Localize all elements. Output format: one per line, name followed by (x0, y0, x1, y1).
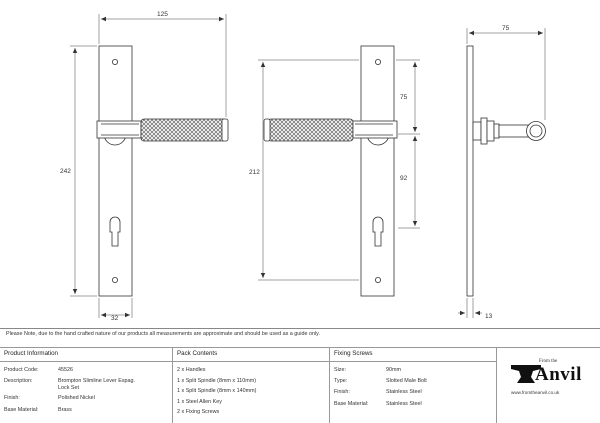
base-material-row: Base Material: Brass (4, 406, 72, 413)
dim-13: 13 (485, 313, 493, 320)
pack-item: 2 x Handles (177, 367, 206, 373)
screw-type-row: Type: Slotted Male Bolt (334, 378, 427, 385)
pack-contents-title: Pack Contents (177, 350, 218, 357)
dim-125: 125 (157, 11, 168, 18)
front-lever-neck (97, 121, 141, 138)
dim-75-vertical: 75 (400, 94, 408, 101)
screw-material-row: Base Material: Stainless Steel (334, 400, 422, 407)
pack-contents-section (172, 347, 330, 423)
finish-row: Finish: Polished Nickel (4, 395, 95, 402)
brand-logo (496, 347, 600, 423)
dim-32: 32 (111, 315, 119, 322)
side-view (467, 46, 546, 296)
fixing-screws-title: Fixing Screws (334, 350, 373, 357)
pack-item: 1 x Split Spindle (8mm x 140mm) (177, 388, 257, 395)
pack-item: 2 x Fixing Screws (177, 409, 220, 416)
side-backplate (467, 46, 473, 296)
logo-wordmark: Anvil (535, 364, 582, 385)
pack-item: 1 x Steel Allen Key (177, 398, 222, 405)
product-information-title: Product Information (4, 350, 58, 357)
description-row: Description: Brompton Slimline Lever Espag. Lock Set (4, 378, 136, 391)
side-lever-end (527, 122, 546, 141)
front-view (97, 46, 228, 296)
pack-item: 1 x Split Spindle (8mm x 110mm) (177, 377, 256, 384)
info-panel (0, 328, 600, 423)
rear-view (264, 46, 397, 296)
rear-lever-grip (268, 119, 353, 141)
dim-75-horizontal: 75 (502, 25, 510, 32)
logo-from-text: From the (539, 359, 558, 364)
product-information-section (0, 347, 172, 423)
rear-lever-neck (353, 121, 397, 138)
front-lever-grip (141, 119, 226, 141)
dim-92: 92 (400, 175, 408, 182)
product-code-row: Product Code: 45526 (4, 367, 73, 373)
rear-backplate (361, 46, 394, 296)
logo-url: www.fromtheanvil.co.uk (511, 390, 560, 395)
screw-finish-row: Finish: Stainless Steel (334, 389, 422, 396)
front-backplate (99, 46, 132, 296)
measurement-note: Please Note, due to the hand crafted nature of our products all measurements are approximate and should be used as a guide only. (6, 331, 320, 337)
dim-242: 242 (60, 168, 71, 175)
screw-size-row: Size: 90mm (334, 367, 401, 373)
fixing-screws-section (329, 347, 497, 423)
dim-212: 212 (249, 169, 260, 176)
